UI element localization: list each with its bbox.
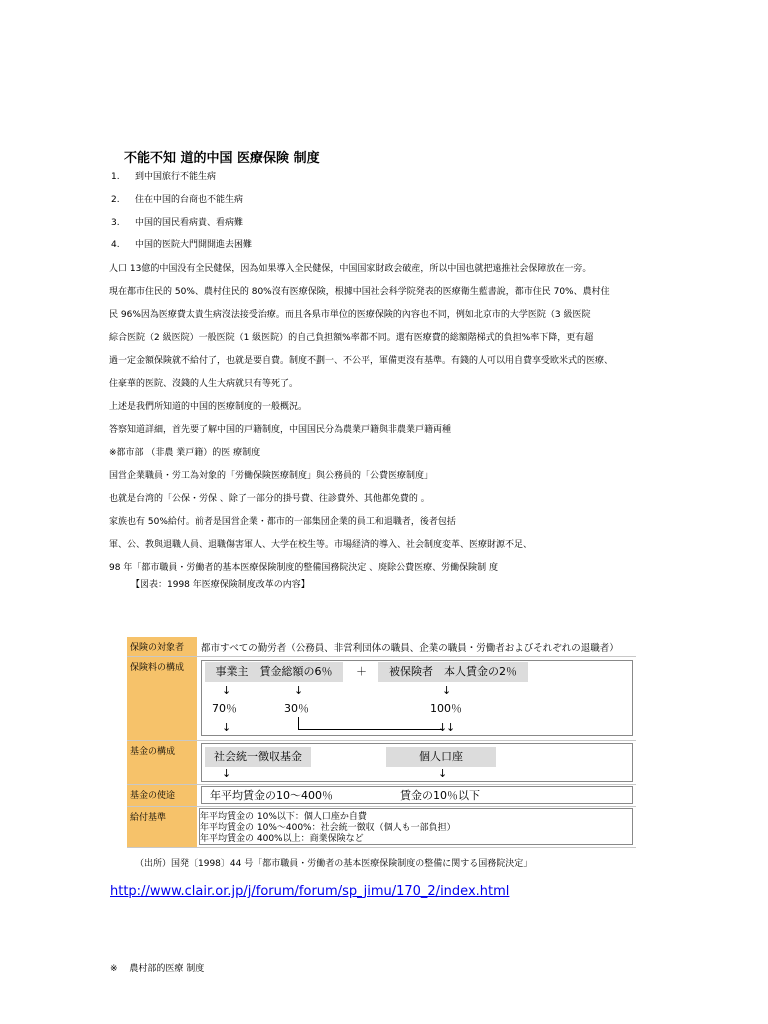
plus-sign: ＋: [356, 665, 367, 678]
text-line: 上述是我們所知道的中国的医療制度的一般概況。: [109, 402, 308, 412]
social-fund-use: 年平均賃金の10～400％: [210, 789, 333, 802]
pct-100: 100％: [430, 702, 462, 715]
table-row: [127, 807, 636, 848]
benefit-line: 年平均賃金の 10%～400%：社会統一徴収（個人も一部負担）: [200, 823, 456, 833]
row-label: 給付基準: [127, 807, 197, 847]
text-line: 答察知道詳細，首先要了解中国的戸籍制度，中国国民分為農業戸籍與非農業戸籍両種: [109, 425, 452, 435]
row-label: 基金の構成: [127, 741, 197, 784]
row-content: [198, 807, 636, 847]
insurance-table: [127, 637, 636, 847]
text-line: 住豪華的医院、沒錢的人生大病就只有等死了。: [109, 379, 299, 389]
text-line: 過一定金額保険就不給付了，也就是要自費。制度不劃一、不公平，軍備更沒有基準。有錢的人可以用自費享受欧米式的医療、: [109, 356, 614, 366]
list-item: 2. 住在中国的台商也不能生病: [111, 195, 244, 205]
row-content: 都市すべての勤労者（公務員、非営利団体の職員、企業の職員・労働者およびそれぞれの退職者）: [201, 643, 619, 654]
row-content: [198, 785, 636, 806]
text-line: 家族也有 50%給付。前者是国営企業・都市的一部集団企業的員工和退職者，後者包括: [109, 517, 456, 527]
insured-box: 被保険者 本人賃金の2％: [378, 662, 528, 682]
benefit-line: 年平均賃金の 400%以上：商業保険など: [200, 834, 364, 844]
text-line: 人口 13億的中国没有全民健保，因為如果導入全民健保，中国国家財政会破産，所以中国也就把遠推社会保障放在一旁。: [109, 264, 592, 274]
row-content: [198, 657, 636, 740]
row-label: 保険料の構成: [127, 657, 197, 740]
personal-account-box: 個人口座: [386, 747, 496, 767]
arrow-down-icon: ↓: [438, 767, 448, 780]
list-item: 1. 到中国旅行不能生病: [111, 172, 217, 182]
table-row: [127, 741, 636, 785]
row-content: [198, 741, 636, 784]
reference-link[interactable]: http://www.clair.or.jp/j/forum/forum/sp_jimu/170_2/index.html: [110, 884, 510, 899]
text-line: 民 96%因為医療費太貴生病沒法接受治療。而且各県市単位的医療保険的內容也不同，例如北京市的大学医院（3 級医院: [109, 310, 591, 320]
source-note: （出所）国発〔1998〕44 号「都市職員・労働者の基本医療保険制度の整備に関する国務院決定」: [135, 859, 533, 869]
text-line: 現在都市住民的 50%、農村住民的 80%沒有医療保険，根據中国社会科学院発表的医療衛生藍書說，都市住民 70%、農村住: [109, 287, 610, 297]
personal-account-use: 賃金の10％以下: [400, 789, 480, 802]
text-line: 綜合医院（2 級医院）一般医院（1 級医院）的自己負担額%率都不同。還有医療費的総額階梯式的負担%率下降，更有超: [109, 333, 594, 343]
social-fund-box: 社会統一徴収基金: [205, 747, 311, 767]
row-label: 保険の対象者: [127, 637, 197, 656]
pct-30: 30％: [284, 702, 309, 715]
table-row: [127, 785, 636, 807]
page-title: 不能不知 道的中国 医療保険 制度: [124, 151, 320, 166]
figure-caption: 【図表：1998 年医療保険制度改革の内容】: [131, 580, 310, 590]
arrow-down-icon: ↓: [438, 721, 448, 734]
connector-line: [298, 717, 299, 729]
table-row: [127, 657, 636, 741]
list-item: 3. 中国的国民看病貴、看病難: [111, 218, 244, 228]
body-paragraph: [109, 258, 613, 580]
arrow-down-icon: ↓: [222, 721, 232, 734]
arrow-down-icon: ↓: [222, 767, 232, 780]
text-line: 也就是台湾的「公保・労保 、除了一部分的掛号費、往診費外、其他都免費的 。: [109, 494, 430, 504]
arrow-down-icon: ↓: [446, 721, 456, 734]
text-line: 軍、公、教與退職人員、退職傷害軍人、大学在校生等。市場経済的導入、社会制度変革、医療財源不足、: [109, 540, 533, 550]
list-item: 4. 中国的医院大門開開進去困難: [111, 240, 253, 250]
text-line: 98 年「都市職員・労働者的基本医療保険制度的整備国務院決定 、廃除公費医療、労働保険制 度: [109, 563, 499, 573]
benefit-line: 年平均賃金の 10%以下：個人口座か自費: [200, 812, 367, 822]
arrow-down-icon: ↓: [222, 684, 232, 697]
footnote-heading: ※ 農村部的医療 制度: [110, 964, 205, 974]
employer-box: 事業主 賃金総額の6％: [205, 662, 343, 682]
connector-line: [298, 729, 442, 730]
pct-70: 70％: [212, 702, 237, 715]
text-line: 国営企業職員・労工為対象的「労働保険医療制度」與公務員的「公費医療制度」: [109, 471, 434, 481]
table-row: [127, 637, 636, 657]
row-label: 基金の使途: [127, 785, 197, 806]
text-line: ※都市部 （非農 業戸籍）的医 療制度: [109, 448, 261, 458]
arrow-down-icon: ↓: [442, 684, 452, 697]
arrow-down-icon: ↓: [294, 684, 304, 697]
